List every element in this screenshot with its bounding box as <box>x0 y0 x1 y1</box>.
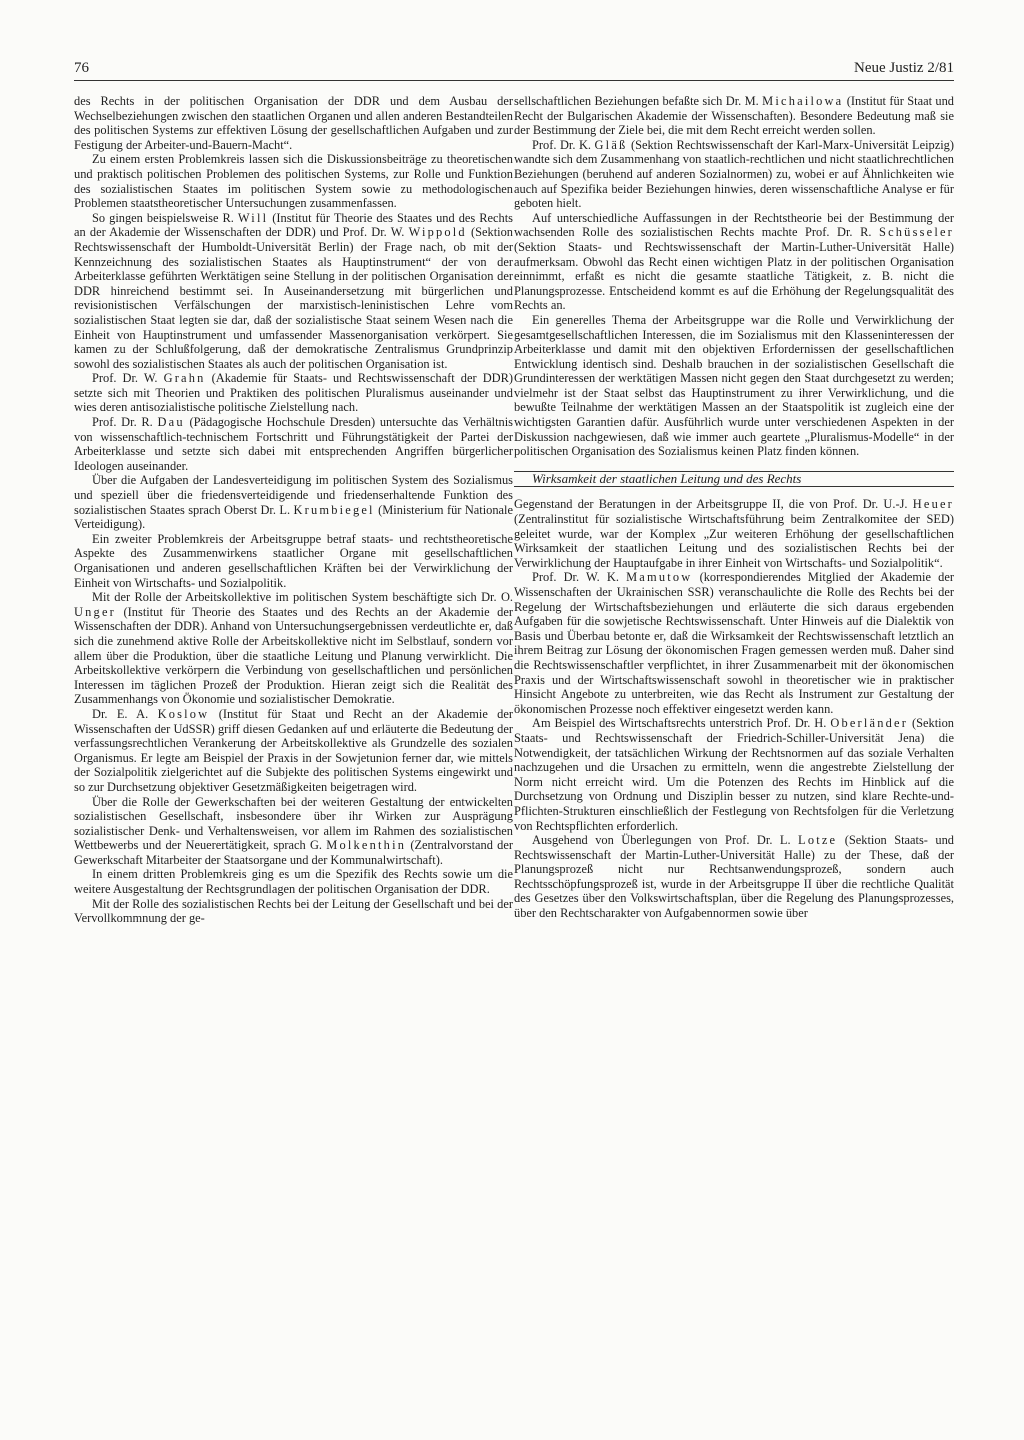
paragraph: Ausgehend von Überlegungen von Prof. Dr. L. Lotze (Sektion Staats- und Rechtswissenschaft der Martin-Luther-Universität Halle) zu der These, daß der Planungsprozeß nicht nur Rechtsanwendungsprozeß, sondern auch Rechtsschöpfungsprozeß ist, wurde in der Arbeitsgruppe II über die rechtliche Qualität des Gesetzes über den Volkswirtschaftsplan, über die Regelung des Planungsprozesses, über den Rechtscharakter von Aufgabennormen sowie über <box>514 833 954 921</box>
person-name: Heuer <box>912 497 954 512</box>
paragraph: Mit der Rolle des sozialistischen Rechts bei der Leitung der Gesellschaft und bei der Vervollkommnung der ge- <box>74 896 513 926</box>
paragraph: Über die Aufgaben der Landesverteidigung im politischen System des Sozialismus und speziell über die friedensverteidigende und friedenserhaltende Funktion des sozialistischen Staates sprach Oberst Dr. L. Krumbiegel (Ministerium für Nationale Verteidigung). <box>74 473 513 532</box>
paragraph: Über die Rolle der Gewerkschaften bei der weiteren Gestaltung der entwickelten sozialistischen Gesellschaft, insbesondere über ihr Wirken zur Ausprägung sozialistischer Denk- und Verhaltensweisen, vor allem im Rahmen des sozialistischen Wettbewerbs und der Neuerertätigkeit, sprach G. Molkenthin (Zentralvorstand der Gewerkschaft Mitarbeiter der Staatsorgane und der Kommunalwirtschaft). <box>74 794 514 867</box>
person-name: Oberländer <box>830 716 909 731</box>
person-name: Grahn <box>163 371 206 386</box>
paragraph: Gegenstand der Beratungen in der Arbeitsgruppe II, die von Prof. Dr. U.-J. Heuer (Zentralinstitut für sozialistische Wirtschaftsführung beim Zentralkomitee der SED) geleitet wurde, war der Komplex „Zur weiteren Erhöhung der gesellschaftlichen Wirksamkeit der staatlichen Leitung und des sozialistischen Rechts bei der Verwirklichung der Hauptaufgabe in ihrer Einheit von Wirtschafts- und Sozialpolitik“. <box>514 497 954 570</box>
person-name: Koslow <box>157 706 210 721</box>
paragraph: Ein generelles Thema der Arbeitsgruppe war die Rolle und Verwirklichung der gesamtgesellschaftlichen Interessen, die im Sozialismus mit den Klasseninteressen der Arbeiterklasse und damit mit den objektiven Erfordernissen der gesellschaftlichen Entwicklung identisch sind. Deshalb brauchen in der sozialistischen Gesellschaft die Grundinteressen der werktätigen Massen nicht gegen den Staat durchgesetzt zu werden; vielmehr ist der Staat selbst das Hauptinstrument zu ihrer Verwirklichung, und die bewußte Teilnahme der werktätigen Massen an der Staatspolitik ist zugleich eine der wichtigsten Garantien dafür. Ausführlich wurde unter verschiedenen Aspekten in der Diskussion nachgewiesen, daß wie immer auch geartete „Pluralismus-Modelle“ in der politischen Organisation des Sozialismus keinen Platz finden können. <box>514 312 954 459</box>
person-name: Schüsseler <box>879 225 954 240</box>
person-name: Michailowa <box>762 94 844 108</box>
paragraph: Mit der Rolle der Arbeitskollektive im politischen System beschäftigte sich Dr. O. Unger (Institut für Theorie des Staates und des Rechts an der Akademie der Wissenschaften der DDR). Anhand von Untersuchungsergebnissen verdeutlichte er, daß sich die zunehmend aktive Rolle der Arbeitskollektive nicht im Selbstlauf, sondern vor allem über die Produktion, über die staatliche Leitung und Planung verwirklicht. Die Arbeitskollektive verkörpern die Verbindung von gesellschaftlichen und persönlichen Interessen im täglichen Prozeß der Produktion. Hieran zeigt sich die Realität des Zusammenhangs von Ökonomie und sozialistischer Demokratie. <box>74 590 513 707</box>
paragraph: So gingen beispielsweise R. Will (Institut für Theorie des Staates und des Rechts an der Akademie der Wissenschaften der DDR) und Prof. Dr. W. Wippold (Sektion Rechtswissenschaft der Humboldt-Universität Berlin) der Frage nach, ob mit der Kennzeichnung des sozialistischen Staates als Hauptinstrument“ der von der Arbeiterklasse geführten Werktätigen seine Stellung in der politischen Organisation der DDR hinreichend bestimmt sei. In Auseinandersetzung mit bürgerlichen und revisionistischen Verfälschungen der marxistisch-leninistischen Lehre vom sozialistischen Staat legten sie dar, daß der sozialistische Staat seinem Wesen nach die Einheit von Hauptinstrument und umfassender Massenorganisation verkörpert. Sie kamen zu der Schlußfolgerung, daß der demokratische Zentralismus Grundprinzip sowohl des sozialistischen Staates als auch der politischen Organisation ist. <box>74 210 513 371</box>
person-name: Gläß <box>594 137 628 152</box>
paragraph: sellschaftlichen Beziehungen befaßte sich Dr. M. Michailowa (Institut für Staat und Recht der Bulgarischen Akademie der Wissenschaften). Besondere Bedeutung maß sie der Bestimmung der Ziele bei, die mit dem Recht erreicht werden sollen. <box>514 94 955 138</box>
paragraph: Prof. Dr. K. Gläß (Sektion Rechtswissenschaft der Karl-Marx-Universität Leipzig) wandte sich dem Zusammenhang von staatlich-rechtlichen und nicht staatlichrechtlichen Beziehungen (beruhend auf anderen Sozialnormen) zu, wobei er auf Ähnlichkeiten wie auch auf Spezifika beider Beziehungen hinwies, deren wissenschaftliche Analyse er für geboten hielt. <box>514 137 954 211</box>
person-name: Dau <box>157 415 185 430</box>
person-name: Krumbiegel <box>293 502 375 517</box>
page-header <box>74 54 954 81</box>
section-rule-bottom <box>514 486 954 487</box>
person-name: Mamutow <box>626 570 693 585</box>
right-column <box>514 94 954 921</box>
left-column <box>74 94 513 926</box>
person-name: Will <box>237 210 269 225</box>
paragraph: Auf unterschiedliche Auffassungen in der Rechtstheorie bei der Bestimmung der wachsenden Rolle des sozialistischen Rechts machte Prof. Dr. R. Schüsseler (Sektion Staats- und Rechtswissenschaft der Martin-Luther-Universität Halle) aufmerksam. Obwohl das Recht einen wichtigen Platz in der politischen Organisation einnimmt, erfaßt es nicht die gesamte staatliche Tätigkeit, z. B. nicht die Planungsprozesse. Entscheidend kommt es auf die Erhöhung der Regelungsqualität des Rechts an. <box>514 210 954 313</box>
page-number: 76 <box>74 60 89 76</box>
paragraph: Zu einem ersten Problemkreis lassen sich die Diskussionsbeiträge zu theoretischen und praktisch politischen Problemen des politischen Systems, zur Rolle und Funktion des sozialistischen Staates im politischen System sowie zu methodologischen Problemen staatstheoretischer Untersuchungen zusammenfassen. <box>74 152 513 211</box>
person-name: Lotze <box>798 833 838 848</box>
paragraph: Prof. Dr. W. Grahn (Akademie für Staats- und Rechtswissenschaft der DDR) setzte sich mit Theorien und Praktiken des politischen Pluralismus auseinander und wies deren antisozialistische politische Zielstellung nach. <box>74 371 513 415</box>
person-name: Unger <box>74 604 116 619</box>
paragraph: In einem dritten Problemkreis ging es um die Spezifik des Rechts sowie um die weitere Ausgestaltung der Rechtsgrundlagen der politischen Organisation der DDR. <box>74 867 513 897</box>
paragraph: des Rechts in der politischen Organisation der DDR und dem Ausbau der Wechselbeziehungen zwischen den staatlichen Organen und allen anderen Bestandteilen des politischen Systems zur effektiven Lösung der gesellschaftlichen Aufgaben und zur Festigung der Arbeiter-und-Bauern-Macht“. <box>74 94 513 152</box>
paragraph: Am Beispiel des Wirtschaftsrechts unterstrich Prof. Dr. H. Oberländer (Sektion Staats- und Rechtswissenschaft der Friedrich-Schiller-Universität Jena) die Notwendigkeit, der tatsächlichen Wirkung der Rechtsnormen auf das soziale Verhalten nachzugehen und die Ursachen zu ermitteln, wenn die angestrebte Zielstellung der Norm nicht erreicht wird. Um die Potenzen des Rechts im Hinblick auf die Durchsetzung von Ordnung und Disziplin besser zu nutzen, sind klare Rechte-und-Pflichten-Strukturen einschließlich der Festlegung von Rechtsfolgen für die Verletzung von Rechtspflichten erforderlich. <box>514 716 954 833</box>
journal-title: Neue Justiz 2/81 <box>854 60 954 76</box>
paragraph: Dr. E. A. Koslow (Institut für Staat und Recht an der Akademie der Wissenschaften der UdSSR) griff diesen Gedanken auf und erläuterte die Bedeutung der verfassungsrechtlichen Verankerung der Arbeitskollektive als Grundzelle des sozialen Organismus. Er legte am Beispiel der Praxis in der Sowjetunion ferner dar, wie mittels der Sozialpolitik zielgerichtet auf die Subjekte des politischen Systems eingewirkt und so zur Durchsetzung objektiver Gesetzmäßigkeiten beigetragen wird. <box>74 706 514 794</box>
paragraph: Prof. Dr. W. K. Mamutow (korrespondierendes Mitglied der Akademie der Wissenschaften der Ukrainischen SSR) veranschaulichte die Rolle des Rechts bei der Regelung der Wirtschaftsbeziehungen und erläuterte die sich daraus ergebenden Aufgaben für die sowjetische Rechtswissenschaft. Unter Hinweis auf die Dialektik von Basis und Überbau betonte er, daß die Wirksamkeit der Rechtswissenschaft letztlich an ihrem Beitrag zur Lösung der ökonomischen Fragen gemessen werden muß. Daher sind die Rechtswissenschaftler verpflichtet, in ihrer Zusammenarbeit mit der ökonomischen Praxis und der Wirtschaftswissenschaft sowohl in theoretischer wie in praktischer Hinsicht Angebote zu unterbreiten, wie das Recht als Instrument zur Gestaltung der ökonomischen Prozesse noch effektiver eingesetzt werden kann. <box>514 570 954 716</box>
section-heading: Wirksamkeit der staatlichen Leitung und des Rechts <box>532 470 802 486</box>
person-name: Molkenthin <box>326 838 407 853</box>
paragraph: Prof. Dr. R. Dau (Pädagogische Hochschule Dresden) untersuchte das Verhältnis von wissenschaftlich-technischem Fortschritt und Führungstätigkeit der Partei der Arbeiterklasse und setzte sich dabei mit entsprechenden Angriffen bürgerlicher Ideologen auseinander. <box>74 415 513 473</box>
person-name: Wippold <box>408 225 467 240</box>
paragraph: Ein zweiter Problemkreis der Arbeitsgruppe betraf staats- und rechtstheoretische Aspekte des Zusammenwirkens staatlicher Organe mit gesellschaftlichen Organisationen und anderen gesellschaftlichen Kräften bei der Verwirklichung der Einheit von Wirtschafts- und Sozialpolitik. <box>74 531 513 590</box>
